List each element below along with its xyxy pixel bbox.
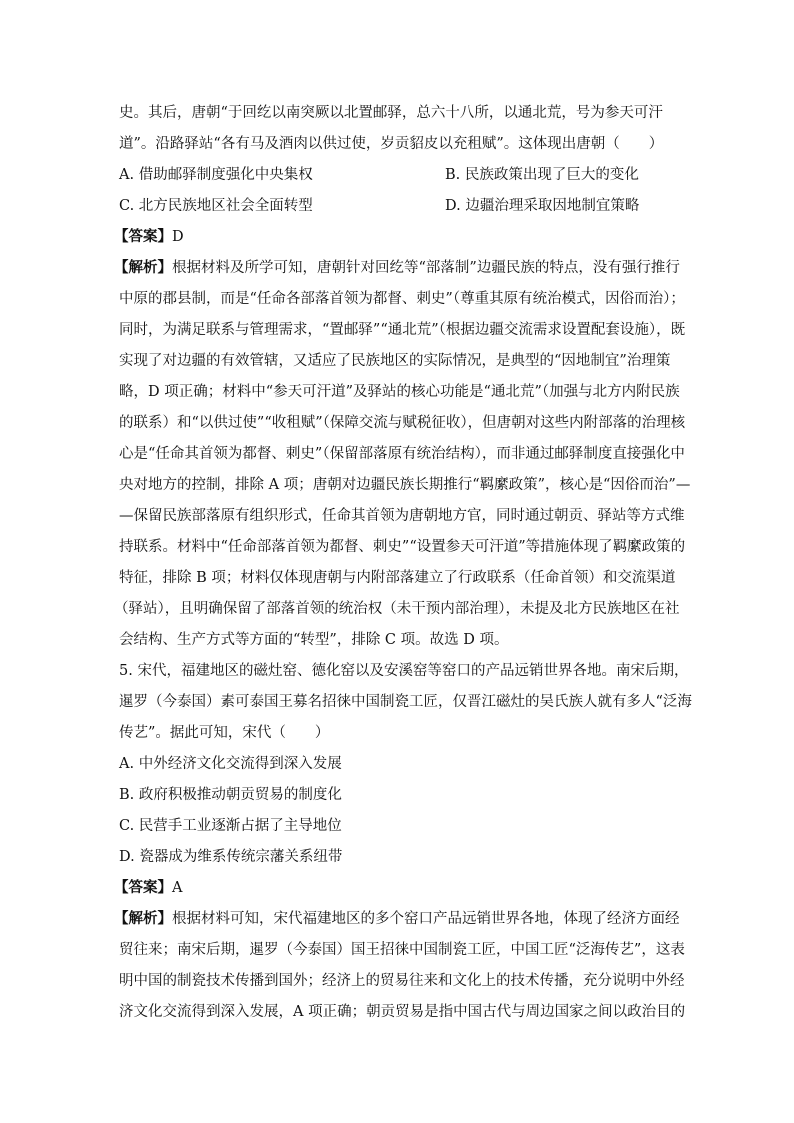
answer-label: 【答案】 (114, 228, 172, 245)
q4-answer (114, 227, 674, 247)
q4-option-d: D. 边疆治理采取因地制宜策略 (445, 198, 640, 214)
q5-option-c: C. 民营手工业逐渐占据了主导地位 (119, 818, 342, 834)
q4-analysis-line: 的联系）和“以供过使”“收租赋”（保障交流与赋税征收），但唐朝对这些内附部落的治理核 (119, 415, 686, 431)
q4-stem-line: 道”。沿路驿站“各有马及酒肉以供过使，岁贡貂皮以充租赋”。这体现出唐朝（ ） (119, 136, 664, 152)
q5-analysis-line (114, 909, 680, 929)
q4-option-c: C. 北方民族地区社会全面转型 (119, 198, 313, 214)
analysis-text: 根据材料可知，宋代福建地区的多个窑口产品远销世界各地，体现了经济方面经 (172, 911, 680, 927)
analysis-label: 【解析】 (114, 259, 172, 276)
q5-answer (114, 878, 674, 898)
q4-analysis-line: 央对地方的控制，排除 A 项；唐朝对边疆民族长期推行“羁縻政策”，核心是“因俗而治”— (119, 477, 691, 493)
q4-option-b: B. 民族政策出现了巨大的变化 (445, 167, 639, 183)
q5-analysis-line: 明中国的制瓷技术传播到国外；经济上的贸易往来和文化上的技术传播，充分说明中外经 (119, 973, 685, 989)
analysis-label: 【解析】 (114, 910, 172, 927)
q5-stem-line: 5. 宋代，福建地区的磁灶窑、德化窑以及安溪窑等窑口的产品远销世界各地。南宋后期， (119, 663, 689, 679)
q5-analysis-line: 济文化交流得到深入发展，A 项正确；朝贡贸易是指中国古代与周边国家之间以政治目的 (119, 1004, 686, 1020)
q4-analysis-line: 会结构、生产方式等方面的“转型”，排除 C 项。故选 D 项。 (119, 632, 509, 648)
answer-label: 【答案】 (114, 879, 172, 896)
analysis-text: 根据材料及所学可知，唐朝针对回纥等“部落制”边疆民族的特点，没有强行推行 (172, 260, 680, 276)
q4-analysis-line: 持联系。材料中“任命部落首领为都督、刺史”“设置参天可汗道”等措施体现了羁縻政策的 (119, 539, 686, 555)
q5-stem-line: 暹罗（今泰国）素可泰国王募名招徕中国制瓷工匠，仅晋江磁灶的吴氏族人就有多人“泛海 (119, 694, 692, 710)
q5-analysis-line: 贸往来；南宋后期，暹罗（今泰国）国王招徕中国制瓷工匠，中国工匠“泛海传艺”，这表 (119, 942, 685, 958)
q4-analysis-line: 心是“任命其首领为都督、刺史”（保留部落原有统治结构），而非通过邮驿制度直接强化中 (119, 446, 685, 462)
q4-analysis-line: 特征，排除 B 项；材料仅体现唐朝与内附部落建立了行政联系（任命首领）和交流渠道 (119, 570, 676, 586)
q5-option-a: A. 中外经济文化交流得到深入发展 (119, 756, 342, 772)
q4-analysis-line: 中原的郡县制，而是“任命各部落首领为都督、刺史”（尊重其原有统治模式，因俗而治）； (119, 291, 685, 307)
q4-option-a: A. 借助邮驿制度强化中央集权 (119, 167, 313, 183)
q4-analysis-line (114, 258, 680, 278)
q5-option-d: D. 瓷器成为维系传统宗藩关系纽带 (119, 849, 343, 865)
q4-analysis-line: —保留民族部落原有组织形式，任命其首领为唐朝地方官，同时通过朝贡、驿站等方式维 (119, 508, 685, 524)
q4-analysis-line: 实现了对边疆的有效管辖，又适应了民族地区的实际情况，是典型的“因地制宜”治理策 (119, 353, 671, 369)
answer-value: D (172, 229, 184, 245)
q4-analysis-line: 同时，为满足联系与管理需求，“置邮驿”“通北荒”（根据边疆交流需求设置配套设施），既 (119, 322, 686, 338)
answer-value: A (172, 880, 183, 896)
q4-analysis-line: （驿站），且明确保留了部落首领的统治权（未干预内部治理），未提及北方民族地区在社 (114, 601, 680, 617)
q4-analysis-line: 略，D 项正确；材料中“参天可汗道”及驿站的核心功能是“通北荒”（加强与北方内附民族 (119, 384, 680, 400)
q5-stem-line: 传艺”。据此可知，宋代（ ） (119, 725, 330, 741)
q4-stem-line: 史。其后，唐朝“于回纥以南突厥以北置邮驿，总六十八所，以通北荒，号为参天可汗 (119, 105, 663, 121)
q5-option-b: B. 政府积极推动朝贡贸易的制度化 (119, 787, 342, 803)
